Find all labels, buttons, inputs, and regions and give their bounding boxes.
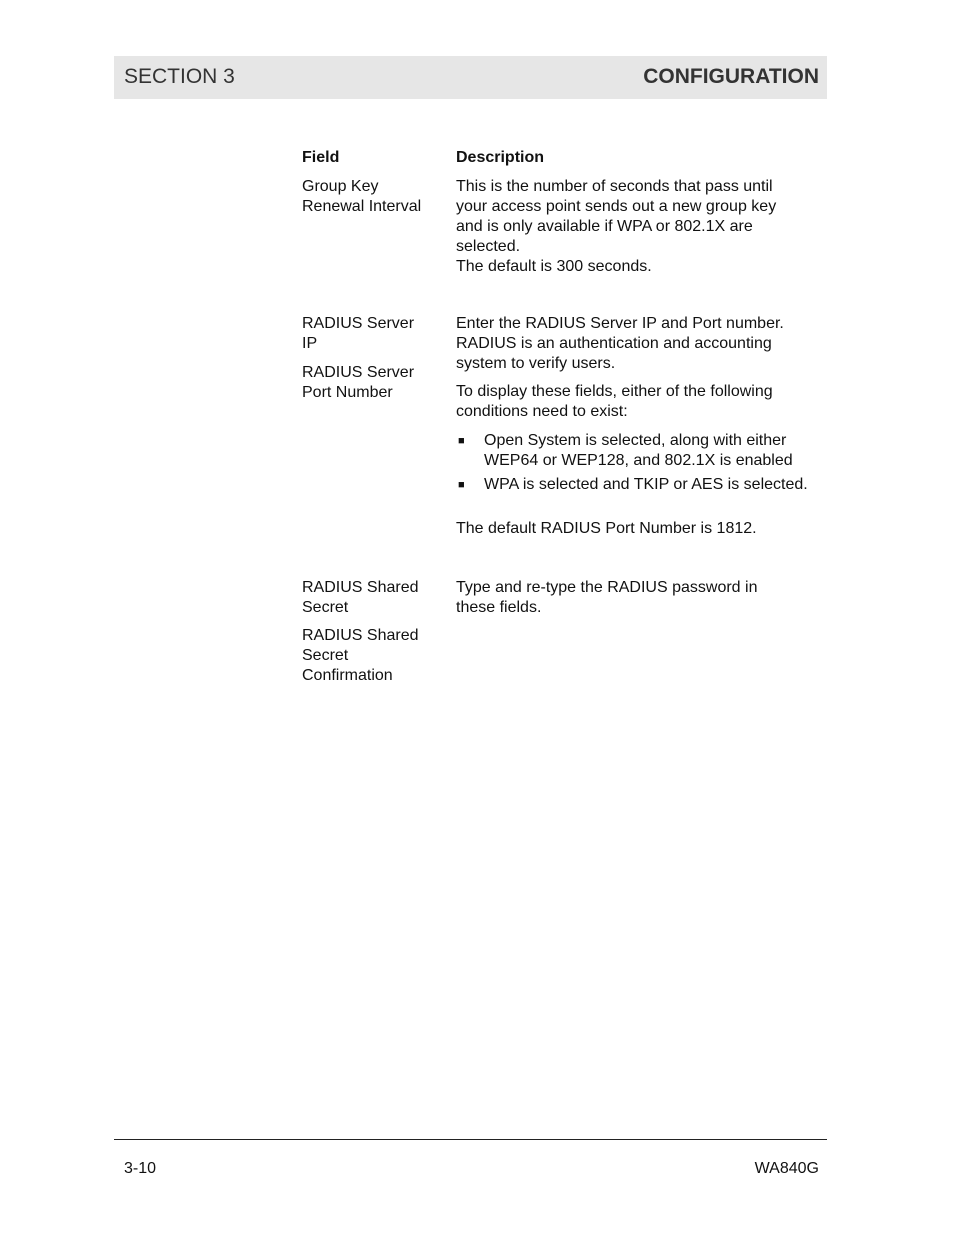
- desc-radius-server-ip: Enter the RADIUS Server IP and Port number. RADIUS is an authentication and accounting system to verify users.: [456, 315, 784, 372]
- page-number: 3-10: [124, 1160, 157, 1177]
- bullet-text: Open System is selected, along with either WEP64 or WEP128, and 802.1X is enabled: [484, 432, 793, 469]
- column-header-description: Description: [456, 149, 545, 166]
- desc-group-key-renewal: [456, 177, 806, 277]
- desc-radius-conditions: To display these fields, either of the following conditions need to exist:: [456, 383, 773, 420]
- field-radius-shared-secret-confirmation: RADIUS Shared Secret Confirmation: [302, 627, 419, 684]
- field-radius-server-ip: RADIUS Server IP: [302, 315, 415, 352]
- model-name: WA840G: [754, 1160, 819, 1177]
- footer-divider: [114, 1139, 827, 1140]
- field-radius-shared-secret: RADIUS Shared Secret: [302, 579, 419, 616]
- section-title: CONFIGURATION: [643, 65, 819, 88]
- desc-radius-default-port: The default RADIUS Port Number is 1812.: [456, 520, 757, 537]
- bullet-text: WPA is selected and TKIP or AES is selected.: [484, 476, 808, 493]
- section-label: SECTION 3: [124, 65, 235, 88]
- bullet-icon: ■: [458, 435, 465, 447]
- desc-radius-shared-secret: Type and re-type the RADIUS password in these fields.: [456, 579, 758, 616]
- field-radius-server-port: RADIUS Server Port Number: [302, 364, 415, 401]
- section-header: [114, 56, 827, 99]
- field-group-key-renewal: Group Key Renewal Interval: [302, 178, 422, 215]
- column-header-field: Field: [302, 149, 340, 166]
- desc-paragraph: The default is 300 seconds.: [456, 258, 652, 275]
- desc-paragraph: This is the number of seconds that pass until your access point sends out a new group key and is only available if WPA or 802.1X are selected.: [456, 178, 777, 255]
- bullet-icon: ■: [458, 479, 465, 491]
